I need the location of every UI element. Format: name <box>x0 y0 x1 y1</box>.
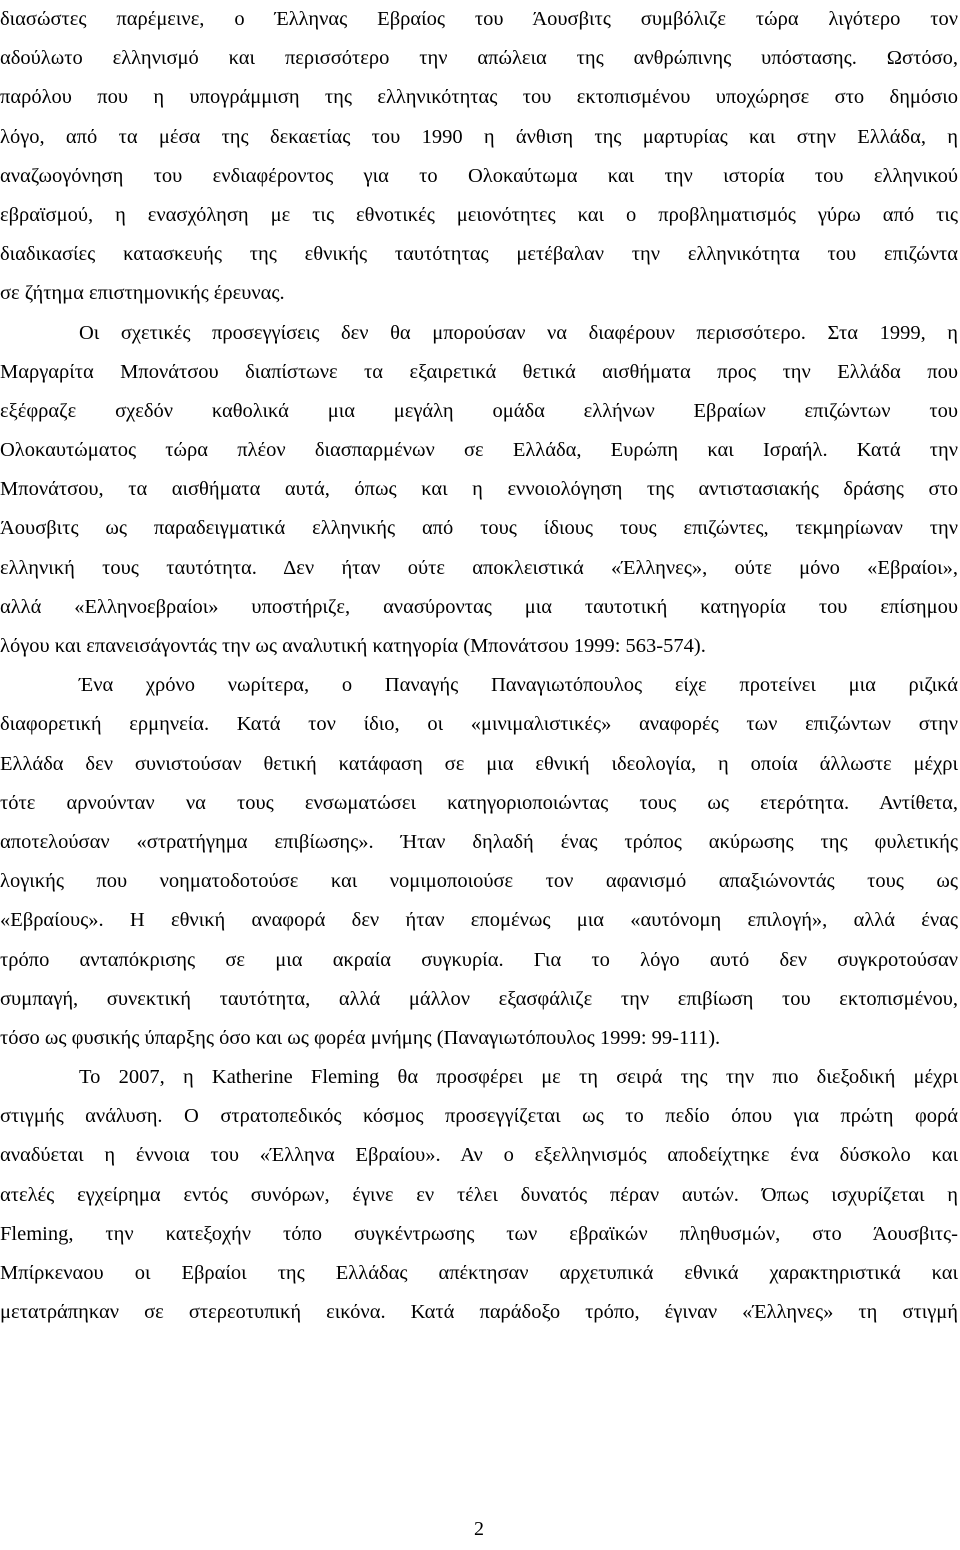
text-line: ελληνική τους ταυτότητα. Δεν ήταν ούτε αποκλειστικά «Έλληνες», ούτε μόνο «Εβραίοι», <box>0 556 958 579</box>
text-line: Ένα χρόνο νωρίτερα, ο Παναγής Παναγιωτόπουλος είχε προτείνει μια ριζικά <box>79 674 958 697</box>
text-line: μετατράπηκαν σε στερεοτυπική εικόνα. Κατά παράδοξο τρόπο, έγιναν «Έλληνες» τη στιγμή <box>0 1301 958 1324</box>
text-line: Οι σχετικές προσεγγίσεις δεν θα μπορούσαν να διαφέρουν περισσότερο. Στα 1999, η <box>79 321 958 344</box>
text-line: «Εβραίους». Η εθνική αναφορά δεν ήταν επομένως μια «αυτόνομη επιλογή», αλλά ένας <box>0 909 958 932</box>
text-line: Ελλάδα δεν συνιστούσαν θετική κατάφαση σε μια εθνική ιδεολογία, η οποία άλλωστε μέχρι <box>0 752 958 775</box>
text-line: διαδικασίες κατασκευής της εθνικής ταυτότητας μετέβαλαν την ελληνικότητα του επιζώντα <box>0 243 958 266</box>
text-line: τόσο ως φυσικής ύπαρξης όσο και ως φορέα μνήμης (Παναγιωτόπουλος 1999: 99-111). <box>0 1026 721 1049</box>
text-line: διασώστες παρέμεινε, ο Έλληνας Εβραίος του Άουσβιτς συμβόλιζε τώρα λιγότερο τον <box>0 8 958 30</box>
text-line: τρόπο ανταπόκρισης σε μια ακραία συγκυρία. Για το λόγο αυτό δεν συγκροτούσαν <box>0 948 958 971</box>
text-line: αλλά «Ελληνοεβραίοι» υποστήριζε, ανασύροντας μια ταυτοτική κατηγορία του επίσημου <box>0 595 958 618</box>
text-line: Μπονάτσου, τα αισθήματα αυτά, όπως και η εννοιολόγηση της αντιστασιακής δράσης στο <box>0 478 958 501</box>
text-line: Μπίρκεναου οι Εβραίοι της Ελλάδας απέκτησαν αρχετυπικά εθνικά χαρακτηριστικά και <box>0 1262 958 1284</box>
text-line: λογικής που νοηματοδοτούσε και νομιμοποιούσε τον αφανισμό απαξιώνοντάς τους ως <box>0 870 958 893</box>
text-line: Άουσβιτς ως παραδειγματικά ελληνικής από τους ίδιους τους επιζώντες, τεκμηρίωναν την <box>0 517 958 540</box>
text-line: Το 2007, η Katherine Fleming θα προσφέρει με τη σειρά της την πιο διεξοδική μέχρι <box>79 1066 958 1089</box>
text-line: τότε αρνούνταν να τους ενσωματώσει κατηγοριοποιώντας τους ως ετερότητα. Αντίθετα, <box>0 791 958 814</box>
text-line: εξέφραζε σχεδόν καθολικά μια μεγάλη ομάδα ελλήνων Εβραίων επιζώντων του <box>0 399 958 422</box>
text-line: στιγμής ανάλυση. Ο στρατοπεδικός κόσμος προσεγγίζεται ως το πεδίο όπου για πρώτη φορά <box>0 1105 958 1128</box>
text-line: Μαργαρίτα Μπονάτσου διαπίστωνε τα εξαιρετικά θετικά αισθήματα προς την Ελλάδα που <box>0 360 958 383</box>
text-line: ατελές εγχείρημα εντός συνόρων, έγινε εν τέλει δυνατός πέραν αυτών. Όπως ισχυρίζεται η <box>0 1183 958 1206</box>
text-line: συμπαγή, συνεκτική ταυτότητα, αλλά μάλλον εξασφάλιζε την επιβίωση του εκτοπισμένου, <box>0 987 958 1010</box>
text-line: παρόλου που η υπογράμμιση της ελληνικότητας του εκτοπισμένου υποχώρησε στο δημόσιο <box>0 86 958 109</box>
text-line: σε ζήτημα επιστημονικής έρευνας. <box>0 282 285 305</box>
text-line: αναδύεται η έννοια του «Έλληνα Εβραίου». Αν ο εξελληνισμός αποδείχτηκε ένα δύσκολο και <box>0 1144 958 1167</box>
text-line: Ολοκαυτώματος τώρα πλέον διασπαρμένων σε Ελλάδα, Ευρώπη και Ισραήλ. Κατά την <box>0 439 958 462</box>
text-line: εβραϊσμού, η ενασχόληση με τις εθνοτικές μειονότητες και ο προβληματισμός γύρω από τις <box>0 203 958 226</box>
text-line: Fleming, την κατεξοχήν τόπο συγκέντρωσης των εβραϊκών πληθυσμών, στο Άουσβιτς- <box>0 1222 958 1245</box>
page-number: 2 <box>474 1518 484 1540</box>
text-line: αδούλωτο ελληνισμό και περισσότερο την απώλεια της ανθρώπινης υπόστασης. Ωστόσο, <box>0 47 958 70</box>
text-line: λόγου και επανεισάγοντάς την ως αναλυτική κατηγορία (Μπονάτσου 1999: 563-574). <box>0 635 706 657</box>
text-line: αναζωογόνηση του ενδιαφέροντος για το Ολοκαύτωμα και την ιστορία του ελληνικού <box>0 164 958 187</box>
text-line: λόγο, από τα μέσα της δεκαετίας του 1990 η άνθιση της μαρτυρίας και στην Ελλάδα, η <box>0 125 958 148</box>
text-line: αποτελούσαν «στρατήγημα επιβίωσης». Ήταν δηλαδή ένας τρόπος ακύρωσης της φυλετικής <box>0 830 958 853</box>
text-line: διαφορετική ερμηνεία. Κατά τον ίδιο, οι «μινιμαλιστικές» αναφορές των επιζώντων στην <box>0 713 958 736</box>
